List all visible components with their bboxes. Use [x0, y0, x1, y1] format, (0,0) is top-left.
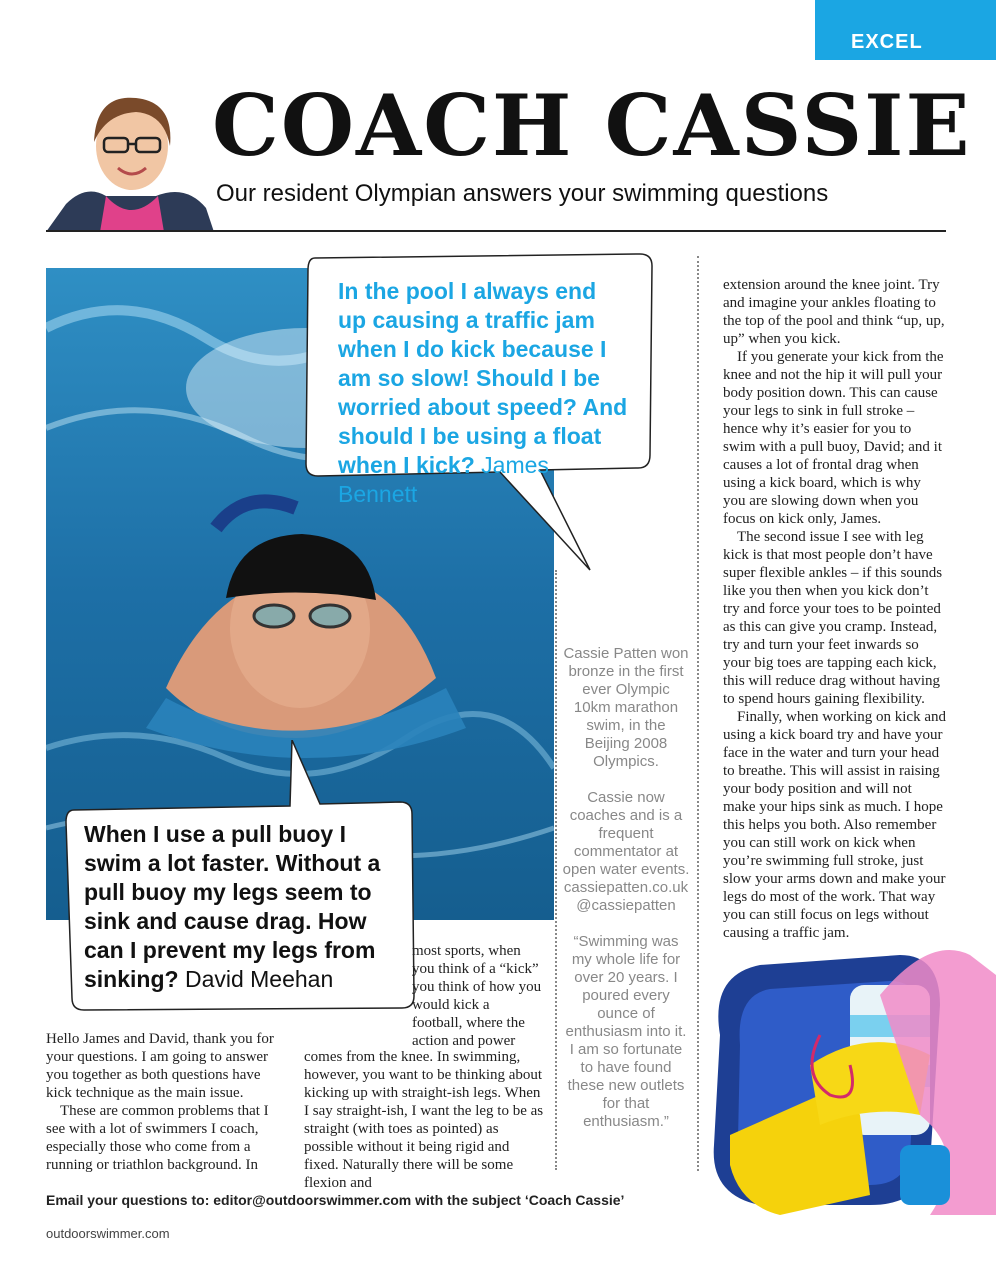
question-1-text: In the pool I always end up causing a traffic jam when I do kick because I am so slow! Should I be worried about speed? And should I be using a float when I kick? [338, 278, 628, 478]
answer-paragraph: These are common problems that I see with a lot of swimmers I coach, especially those who come from a running or triathlon background. In [46, 1103, 269, 1173]
question-1 [338, 277, 628, 509]
coach-sidebar [562, 645, 690, 1149]
answer-column-3 [723, 276, 947, 942]
answer-paragraph: The second issue I see with leg kick is that most people don’t have super flexible ankles – if this sounds like you then when you kick don’t try and force your toes to be pointed as this can give you cramp. Instead, try and turn your feet inwards so your big toes are tapping each kick, this will reduce drag without having to spend hours gaining flexibility. [723, 529, 943, 707]
coach-portrait [46, 84, 214, 232]
email-prompt: Email your questions to: editor@outdoorswimmer.com with the subject ‘Coach Cassie’ [46, 1192, 625, 1208]
header-divider [46, 230, 946, 232]
answer-paragraph: Finally, when working on kick and using a kick board try and have your face in the water and turn your head to breathe. This will assist in raising your body position and will not make your hips sink as much. I hope this helps you both. Also remember you can still work on kick when you’re swimming full stroke, just slow your arms down and make your legs do most of the work. That way you can still focus on legs without causing a traffic jam. [723, 709, 946, 941]
answer-paragraph: comes from the knee. In swimming, however, you want to be thinking about kicking up with straight-ish legs. When I say straight-ish, I want the leg to be as straight (with toes as pointed) as possible without it being rigid and fixed. Naturally there will be some flexion and [304, 1049, 544, 1191]
sidebar-quote: “Swimming was my whole life for over 20 years. I poured every ounce of enthusiasm into it. I am so fortunate to have found these new outlets for that enthusiasm.” [565, 933, 687, 1130]
answer-paragraph: most sports, when you think of a “kick” you think of how you would kick a football, where the action and power [412, 943, 542, 1049]
question-2-asker: David Meehan [184, 966, 334, 992]
page-title: COACH CASSIE [212, 76, 972, 175]
answer-column-2 [304, 1048, 544, 1192]
sidebar-website: cassiepatten.co.uk [563, 879, 689, 896]
question-2-text: When I use a pull buoy I swim a lot faster. Without a pull buoy my legs seem to sink and cause drag. How can I prevent my legs from sinking? [84, 821, 381, 992]
answer-column-2-top [412, 942, 542, 1050]
answer-paragraph: Hello James and David, thank you for your questions. I am going to answer you together as both questions have kick technique as the main issue. [46, 1031, 274, 1101]
question-2 [84, 820, 394, 994]
column-divider [697, 256, 699, 1171]
answer-column-1 [46, 1030, 280, 1174]
answer-paragraph: If you generate your kick from the knee and not the hip it will pull your body position down. This can cause your legs to sink in full stroke – hence why it’s easier for you to swim with a pull buoy, David; and it causes a lot of frontal drag when using a kick board, which is why you are slowing down when you focus on kick only, James. [723, 349, 944, 527]
column-divider [555, 570, 557, 1170]
answer-paragraph: extension around the knee joint. Try and imagine your ankles floating to the top of the pool and think “up, up, up” when you kick. [723, 277, 945, 347]
section-tag [815, 0, 996, 60]
sidebar-bio: Cassie Patten won bronze in the first ever Olympic 10km marathon swim, in the Beijing 2008 Olympics. [563, 645, 689, 770]
swim-gear-photo [700, 915, 996, 1215]
question-1-asker: James Bennett [338, 452, 549, 507]
sidebar-current-role: Cassie now coaches and is a frequent commentator at open water events. [562, 789, 690, 878]
footer-url[interactable]: outdoorswimmer.com [46, 1226, 170, 1241]
sidebar-handle: @cassiepatten [576, 897, 676, 914]
section-tag-label: EXCEL [851, 31, 923, 53]
page-subtitle: Our resident Olympian answers your swimming questions [216, 180, 829, 207]
